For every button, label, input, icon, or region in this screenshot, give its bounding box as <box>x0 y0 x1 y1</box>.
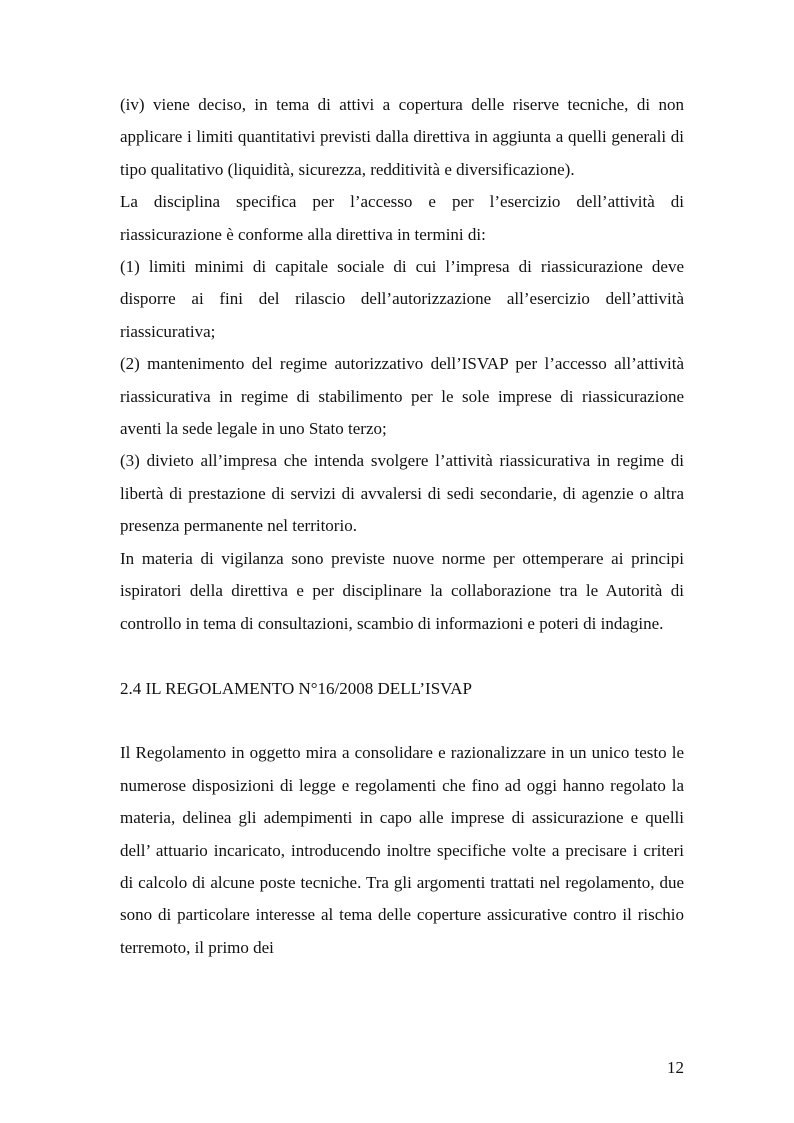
paragraph-regolamento: Il Regolamento in oggetto mira a consolidare e razionalizzare in un unico testo le numerose disposizioni di legge e regolamenti che fino ad oggi hanno regolato la materia, delinea gli adempimenti in capo alle imprese di assicurazione e quelli dell’ attuario incaricato, introducendo inoltre specifiche volte a precisare i criteri di calcolo di alcune poste tecniche. Tra gli argomenti trattati nel regolamento, due sono di particolare interesse al tema delle coperture assicurative contro il rischio terremoto, il primo dei <box>120 743 684 957</box>
document-page <box>120 89 684 964</box>
section-heading: 2.4 IL REGOLAMENTO N°16/2008 DELL’ISVAP <box>120 678 472 698</box>
paragraph-item-1-capitale: (1) limiti minimi di capitale sociale di cui l’impresa di riassicurazione deve disporre ai fini del rilascio dell’autorizzazione all’esercizio dell’attività riassicurativa; <box>120 257 684 341</box>
page-number: 12 <box>667 1058 684 1077</box>
paragraph-item-2-regime: (2) mantenimento del regime autorizzativo dell’ISVAP per l’accesso all’attività riassicurativa in regime di stabilimento per le sole imprese di riassicurazione aventi la sede legale in uno Stato terzo; <box>120 354 684 439</box>
paragraph-item-3-divieto: (3) divieto all’impresa che intenda svolgere l’attività riassicurativa in regime di libertà di prestazione di servizi di avvalersi di sedi secondarie, di agenzie o altra presenza permanente nel territorio. <box>120 451 684 536</box>
paragraph-iv-attivi: (iv) viene deciso, in tema di attivi a copertura delle riserve tecniche, di non applicare i limiti quantitativi previsti dalla direttiva in aggiunta a quelli generali di tipo qualitativo (liquidità, sicurezza, redditività e diversificazione). <box>120 95 684 179</box>
paragraph-vigilanza: In materia di vigilanza sono previste nuove norme per ottemperare ai principi ispiratori della direttiva e per disciplinare la collaborazione tra le Autorità di controllo in tema di consultazioni, scambio di informazioni e poteri di indagine. <box>120 548 684 633</box>
paragraph-disciplina-specifica: La disciplina specifica per l’accesso e per l’esercizio dell’attività di riassicurazione è conforme alla direttiva in termini di: <box>120 192 684 244</box>
